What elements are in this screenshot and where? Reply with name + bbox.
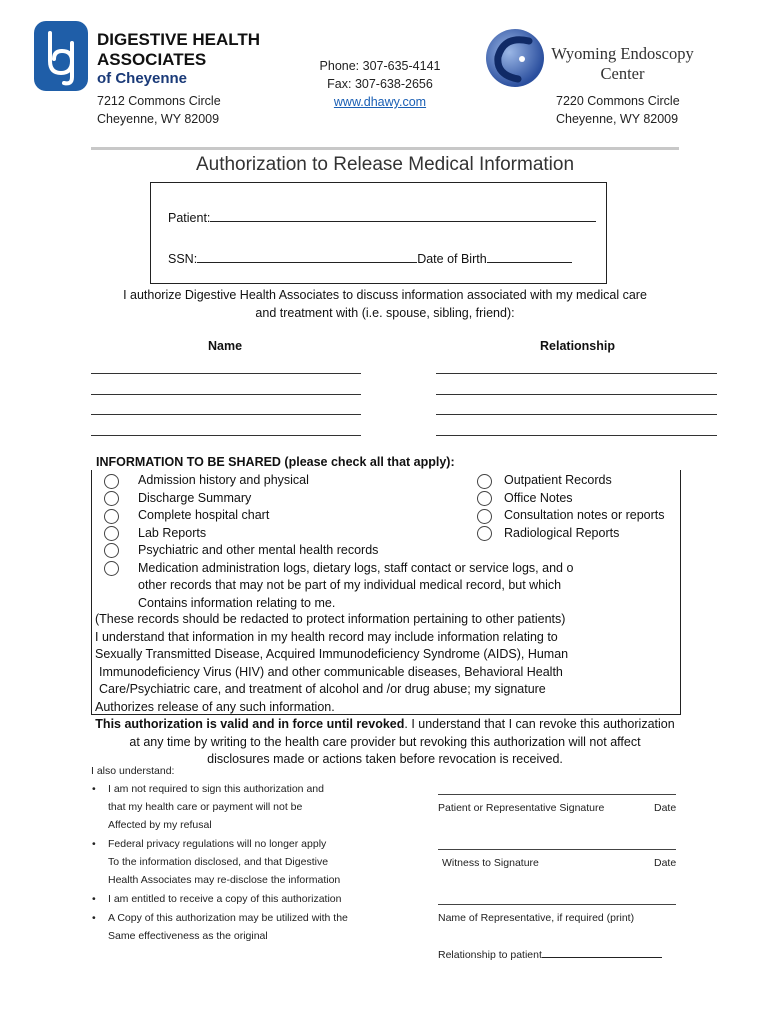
option-label: Psychiatric and other mental health records [138,543,379,557]
dha-name-line2: ASSOCIATES [97,50,207,69]
dha-logo [34,21,88,91]
radio-consultation-notes[interactable] [477,509,492,524]
witness-signature-label: Witness to Signature [442,857,539,869]
ssn-row [168,250,572,269]
dob-input-line[interactable] [487,250,572,263]
para-line: Authorizes release of any such information. [95,699,335,714]
option-label: Discharge Summary [138,490,252,505]
info-paragraph [95,611,677,716]
understand-bullet-4 [108,909,348,945]
bullet-text: A Copy of this authorization may be utilized with the [108,912,348,924]
option-label: Medication administration logs, dietary logs, staff contact or service logs, and o [138,560,574,575]
date-label-1: Date [654,802,677,814]
understand-bullet-2 [108,835,340,889]
representative-name-line[interactable] [438,904,676,905]
name-line-1[interactable] [91,373,361,374]
patient-signature-line[interactable] [438,794,676,795]
bullet-text: I am entitled to receive a copy of this authorization [108,893,342,905]
relationship-to-patient-label: Relationship to patient [438,949,542,961]
patient-info-box [150,182,607,284]
radio-psychiatric[interactable] [104,543,119,558]
right-options [504,472,665,542]
fax-text: Fax: 307-638-2656 [327,77,433,91]
bullet-text: that my health care or payment will not be [108,801,303,813]
dha-name-line1: DIGESTIVE HEALTH [97,30,261,49]
bullet-dot: • [92,912,96,924]
authorize-line2: and treatment with (i.e. spouse, sibling, friend): [255,305,515,320]
relationship-line-2[interactable] [436,394,717,395]
dha-name-line3: of Cheyenne [97,70,188,87]
bullet-text: To the information disclosed, and that Digestive [108,856,329,868]
dha-address-line2: Cheyenne, WY 82009 [97,112,220,126]
understand-bullet-1 [108,780,324,834]
we-address-line2: Cheyenne, WY 82009 [556,112,679,126]
para-line: I understand that information in my health record may include information relating to [95,629,558,644]
header-divider [91,147,679,150]
option-label: Complete hospital chart [138,508,270,522]
para-line: Immunodeficiency Virus (HIV) and other communicable diseases, Behavioral Health [99,664,563,679]
dha-logo-mark-icon [34,21,88,91]
name-line-4[interactable] [91,435,361,436]
document-title: Authorization to Release Medical Information [195,154,575,175]
bullet-text: Affected by my refusal [108,819,212,831]
representative-name-label: Name of Representative, if required (print) [438,912,635,924]
relationship-to-patient-row [438,946,662,964]
ssn-label: SSN: [168,252,198,266]
validity-line2: at any time by writing to the health care provider but revoking this authorization will not affect [129,734,641,749]
witness-signature-line[interactable] [438,849,676,850]
relationship-to-patient-line[interactable] [542,947,662,958]
phone-text: Phone: 307-635-4141 [319,59,441,73]
para-line: (These records should be redacted to protect information pertaining to other patients) [95,612,566,626]
dha-address-line1: 7212 Commons Circle [97,94,221,108]
option-label: Lab Reports [138,525,207,540]
option-label: Radiological Reports [504,525,620,540]
patient-row [168,209,596,228]
radio-radiological-reports[interactable] [477,526,492,541]
option-label-cont: Contains information relating to me. [138,595,336,610]
authorize-text [0,287,770,322]
bullet-text: Same effectiveness as the original [108,930,268,942]
we-address-line1: 7220 Commons Circle [556,94,680,108]
relationship-line-1[interactable] [436,373,717,374]
radio-office-notes[interactable] [477,491,492,506]
contact-block [300,57,460,111]
option-label: Consultation notes or reports [504,508,665,522]
validity-rest: . I understand that I can revoke this authorization [404,717,675,731]
website-link[interactable]: www.dhawy.com [333,95,427,109]
option-label-cont: other records that may not be part of my individual medical record, but which [138,578,562,592]
bullet-dot: • [92,783,96,795]
radio-discharge-summary[interactable] [104,491,119,506]
understand-intro: I also understand: [91,765,175,777]
option-label: Office Notes [504,490,573,505]
authorize-line1: I authorize Digestive Health Associates to discuss information associated with my medical care [123,288,647,302]
dob-label: Date of Birth [417,252,487,266]
we-name-line2: Center [600,64,645,83]
ssn-input-line[interactable] [197,250,417,263]
radio-medication-logs[interactable] [104,561,119,576]
validity-text [0,716,770,769]
bullet-dot: • [92,893,96,905]
name-line-3[interactable] [91,414,361,415]
validity-bold: This authorization is valid and in force until revoked [95,717,405,731]
relationship-line-4[interactable] [436,435,717,436]
option-label: Admission history and physical [138,473,309,487]
para-line: Care/Psychiatric care, and treatment of alcohol and /or drug abuse; my signature [99,682,546,696]
we-logo-mark-icon [484,27,546,89]
date-label-2: Date [654,857,677,869]
patient-input-line[interactable] [210,209,596,222]
understand-bullet-3 [108,890,341,908]
we-name [545,44,700,84]
relationship-line-3[interactable] [436,414,717,415]
radio-lab-reports[interactable] [104,526,119,541]
bullet-text: I am not required to sign this authorization and [108,783,324,795]
info-header: INFORMATION TO BE SHARED (please check all that apply): [96,455,455,469]
bullet-text: Federal privacy regulations will no longer apply [108,838,327,850]
we-logo [484,27,546,89]
radio-admission-history[interactable] [104,474,119,489]
option-label: Outpatient Records [504,473,612,487]
patient-signature-label: Patient or Representative Signature [438,802,605,814]
para-line: Sexually Transmitted Disease, Acquired Immunodeficiency Syndrome (AIDS), Human [95,647,569,661]
bullet-dot: • [92,838,96,850]
relationship-header: Relationship [540,339,616,353]
radio-complete-chart[interactable] [104,509,119,524]
radio-outpatient-records[interactable] [477,474,492,489]
validity-line3: disclosures made or actions taken before revocation is received. [207,752,563,766]
bullet-text: Health Associates may re-disclose the information [108,874,341,886]
name-header: Name [208,339,243,353]
name-line-2[interactable] [91,394,361,395]
we-name-line1: Wyoming Endoscopy [551,44,694,63]
patient-label: Patient: [168,211,211,225]
